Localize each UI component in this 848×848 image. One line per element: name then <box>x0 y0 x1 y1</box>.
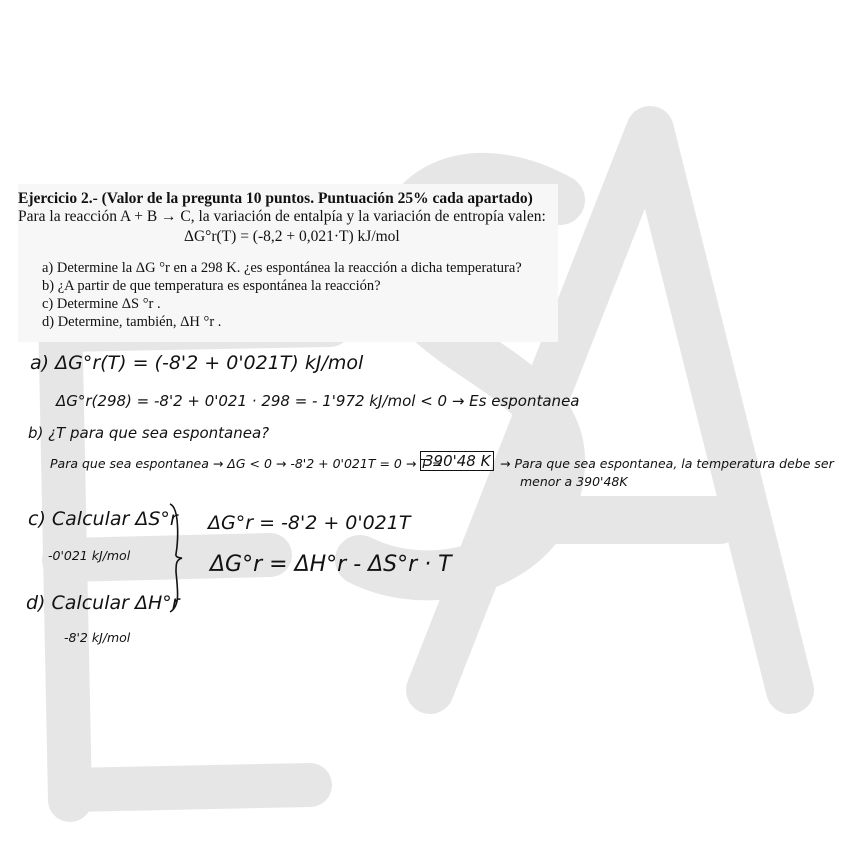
answer-b-note-line2: menor a 390'48K <box>520 474 628 489</box>
answer-d-heading: d) Calcular ΔH°r <box>26 592 180 614</box>
answer-b-line: Para que sea espontanea → ΔG < 0 → -8'2 + 0'021T = 0 → T = <box>50 456 443 471</box>
exercise-formula: ΔG°r(T) = (-8,2 + 0,021·T) kJ/mol <box>184 228 400 245</box>
answer-b-result: 390'48 K <box>420 451 494 471</box>
answer-a-line2: ΔG°r(298) = -8'2 + 0'021 · 298 = - 1'972 kJ/mol < 0 → Es espontanea <box>56 392 580 410</box>
answer-b-note-line1: → Para que sea espontanea, la temperatura debe ser <box>500 456 834 471</box>
question-a: a) Determine la ΔG °r en a 298 K. ¿es espontánea la reacción a dicha temperatura? <box>42 260 522 276</box>
equation-1: ΔG°r = -8'2 + 0'021T <box>208 512 411 534</box>
exercise-intro: Para la reacción A + B → C, la variación de entalpía y la variación de entropía valen: <box>18 208 546 225</box>
answer-c-heading: c) Calcular ΔS°r <box>28 508 178 530</box>
answer-d-value: -8'2 kJ/mol <box>64 630 131 645</box>
answer-c-value: -0'021 kJ/mol <box>48 548 131 563</box>
question-c: c) Determine ΔS °r . <box>42 296 161 312</box>
answer-a-line1: a) ΔG°r(T) = (-8'2 + 0'021T) kJ/mol <box>30 352 364 374</box>
question-b: b) ¿A partir de que temperatura es espontánea la reacción? <box>42 278 381 294</box>
answer-b-heading: b) ¿T para que sea espontanea? <box>28 424 270 442</box>
equation-2: ΔG°r = ΔH°r - ΔS°r · T <box>210 552 452 577</box>
printed-exercise <box>18 184 558 342</box>
question-d: d) Determine, también, ΔH °r . <box>42 314 222 330</box>
exercise-title: Ejercicio 2.- (Valor de la pregunta 10 puntos. Puntuación 25% cada apartado) <box>18 190 533 207</box>
